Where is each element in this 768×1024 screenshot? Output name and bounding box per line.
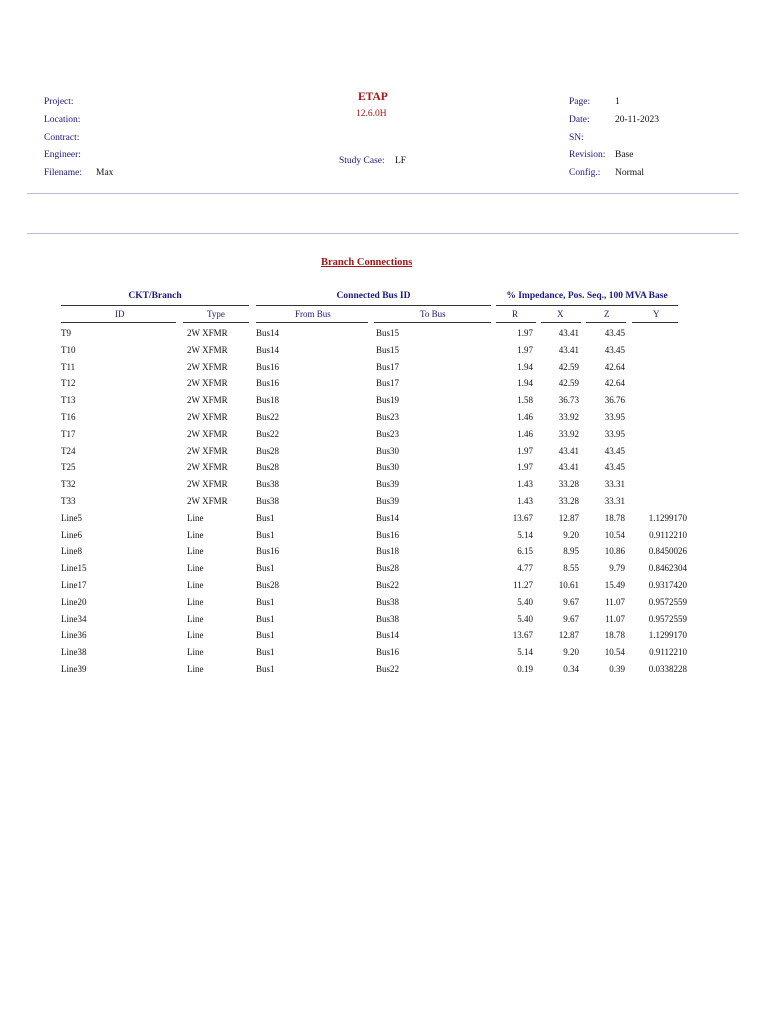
table-row: [61, 426, 687, 443]
cell-to: Bus16: [376, 529, 400, 540]
brand-title: ETAP: [358, 91, 388, 103]
cell-from: Bus1: [256, 613, 275, 624]
date-label: Date:: [569, 115, 590, 125]
cell-y: 0.9572559: [648, 596, 687, 607]
cell-from: Bus22: [256, 411, 280, 422]
cell-type: Line: [187, 630, 204, 641]
cell-x: 43.41: [558, 462, 579, 473]
table-row: [61, 543, 687, 560]
col-header-id: ID: [115, 309, 125, 319]
col-header-r: R: [512, 309, 519, 319]
cell-x: 42.59: [558, 378, 579, 389]
cell-y: [625, 359, 687, 376]
table-row: [61, 493, 687, 510]
cell-y: [625, 409, 687, 426]
revision-label: Revision:: [569, 150, 606, 160]
cell-type: Line: [187, 579, 204, 590]
cell-from: Bus1: [256, 647, 275, 658]
cell-r: 11.27: [513, 579, 533, 590]
cell-y: 0.9572559: [648, 613, 687, 624]
cell-y: [625, 493, 687, 510]
section-divider: [27, 233, 739, 234]
cell-to: Bus38: [376, 613, 400, 624]
cell-x: 0.34: [563, 663, 579, 674]
cell-id: T17: [61, 428, 76, 439]
cell-to: Bus38: [376, 596, 400, 607]
cell-r: 1.97: [517, 344, 533, 355]
group-ckt-branch: CKT/Branch: [128, 291, 182, 301]
cell-from: Bus16: [256, 378, 280, 389]
col-to-underline: [374, 322, 491, 323]
cell-to: Bus15: [376, 344, 400, 355]
col-header-y: Y: [653, 309, 660, 319]
cell-r: 1.97: [517, 328, 533, 338]
col-header-type: Type: [207, 309, 225, 319]
cell-from: Bus28: [256, 462, 280, 473]
cell-x: 43.41: [558, 344, 579, 355]
table-row: [61, 644, 687, 661]
cell-y: 1.1299170: [648, 512, 687, 523]
cell-id: Line5: [61, 512, 82, 523]
cell-z: 33.31: [604, 495, 625, 506]
cell-from: Bus28: [256, 445, 280, 456]
cell-to: Bus22: [376, 579, 400, 590]
table-row: [61, 459, 687, 476]
cell-to: Bus22: [376, 663, 400, 674]
cell-z: 33.95: [604, 411, 625, 422]
cell-r: 1.46: [517, 411, 533, 422]
col-y-underline: [632, 322, 678, 323]
cell-y: [625, 443, 687, 460]
cell-r: 1.94: [517, 378, 533, 389]
cell-from: Bus1: [256, 596, 275, 607]
cell-type: Line: [187, 647, 204, 658]
cell-x: 33.28: [558, 479, 579, 490]
cell-type: Line: [187, 596, 204, 607]
group-ckt-underline: [61, 305, 249, 306]
cell-x: 8.55: [563, 563, 579, 574]
cell-from: Bus14: [256, 344, 280, 355]
cell-r: 1.46: [517, 428, 533, 439]
table-row: [61, 594, 687, 611]
cell-z: 11.07: [605, 613, 625, 624]
cell-to: Bus28: [376, 563, 400, 574]
cell-from: Bus38: [256, 495, 280, 506]
cell-to: Bus14: [376, 630, 400, 641]
cell-to: Bus23: [376, 411, 400, 422]
cell-from: Bus1: [256, 563, 275, 574]
filename-value: Max: [96, 168, 114, 178]
group-imp-underline: [496, 305, 678, 306]
cell-y: 0.9112210: [649, 529, 687, 540]
cell-z: 43.45: [604, 328, 625, 338]
cell-y: [625, 325, 687, 342]
config-label: Config.:: [569, 168, 601, 178]
cell-z: 36.76: [604, 395, 625, 406]
cell-to: Bus15: [376, 328, 400, 338]
cell-id: Line6: [61, 529, 82, 540]
study-case-label: Study Case:: [339, 156, 385, 166]
cell-id: T33: [61, 495, 76, 506]
cell-r: 5.40: [517, 596, 533, 607]
cell-x: 36.73: [558, 395, 579, 406]
cell-type: 2W XFMR: [187, 479, 228, 490]
cell-y: [625, 426, 687, 443]
cell-id: T13: [61, 395, 76, 406]
cell-y: 0.0338228: [648, 663, 687, 674]
date-value: 20-11-2023: [615, 115, 659, 125]
location-label: Location:: [44, 115, 81, 125]
cell-type: Line: [187, 613, 204, 624]
study-case-value: LF: [395, 156, 407, 166]
cell-type: Line: [187, 529, 204, 540]
cell-x: 12.87: [558, 512, 579, 523]
cell-from: Bus1: [256, 630, 275, 641]
cell-r: 6.15: [517, 546, 533, 557]
cell-r: 5.40: [517, 613, 533, 624]
cell-from: Bus16: [256, 361, 280, 372]
cell-type: 2W XFMR: [187, 462, 228, 473]
cell-y: 0.9317420: [648, 579, 687, 590]
contract-label: Contract:: [44, 133, 80, 143]
cell-id: Line34: [61, 613, 87, 624]
cell-id: Line15: [61, 563, 87, 574]
cell-r: 5.14: [517, 529, 533, 540]
cell-id: T12: [61, 378, 76, 389]
cell-type: 2W XFMR: [187, 428, 228, 439]
cell-y: [625, 392, 687, 409]
cell-r: 1.94: [517, 361, 533, 372]
header-divider: [27, 193, 739, 194]
cell-from: Bus16: [256, 546, 280, 557]
page-value: 1: [615, 97, 620, 107]
cell-from: Bus1: [256, 512, 275, 523]
group-bus-underline: [256, 305, 491, 306]
cell-x: 9.67: [563, 596, 579, 607]
cell-z: 33.31: [604, 479, 625, 490]
col-header-from-bus: From Bus: [295, 309, 331, 319]
col-type-underline: [183, 322, 249, 323]
cell-type: 2W XFMR: [187, 395, 228, 406]
cell-z: 0.39: [609, 663, 625, 674]
table-row: [61, 476, 687, 493]
table-row: [61, 409, 687, 426]
cell-from: Bus14: [256, 328, 280, 338]
page-label: Page:: [569, 97, 591, 107]
cell-z: 43.45: [604, 344, 625, 355]
cell-to: Bus14: [376, 512, 400, 523]
cell-from: Bus1: [256, 663, 275, 674]
col-from-underline: [256, 322, 368, 323]
table-row: [61, 560, 687, 577]
cell-type: 2W XFMR: [187, 445, 228, 456]
cell-type: 2W XFMR: [187, 328, 228, 338]
cell-r: 13.67: [512, 630, 533, 641]
cell-z: 42.64: [604, 378, 625, 389]
cell-r: 4.77: [517, 563, 533, 574]
cell-z: 9.79: [609, 563, 625, 574]
cell-type: Line: [187, 512, 204, 523]
cell-id: Line8: [61, 546, 82, 557]
col-x-underline: [541, 322, 581, 323]
cell-r: 1.97: [517, 445, 533, 456]
cell-type: Line: [187, 663, 204, 674]
cell-type: Line: [187, 563, 204, 574]
cell-id: T16: [61, 411, 76, 422]
table-row: [61, 577, 687, 594]
cell-z: 18.78: [604, 512, 625, 523]
cell-z: 42.64: [604, 361, 625, 372]
cell-from: Bus1: [256, 529, 275, 540]
cell-to: Bus19: [376, 395, 400, 406]
project-label: Project:: [44, 97, 74, 107]
cell-id: T24: [61, 445, 76, 456]
group-impedance: % Impedance, Pos. Seq., 100 MVA Base: [506, 291, 668, 301]
cell-id: T25: [61, 462, 76, 473]
cell-y: 0.8462304: [648, 563, 687, 574]
col-header-to-bus: To Bus: [420, 309, 446, 319]
cell-z: 43.45: [604, 462, 625, 473]
cell-z: 18.78: [604, 630, 625, 641]
section-title: Branch Connections: [321, 257, 413, 268]
cell-r: 1.58: [517, 395, 533, 406]
cell-y: 0.9112210: [649, 647, 687, 658]
cell-to: Bus17: [376, 378, 400, 389]
cell-id: T10: [61, 344, 76, 355]
cell-y: [625, 459, 687, 476]
cell-from: Bus18: [256, 395, 280, 406]
cell-from: Bus22: [256, 428, 280, 439]
group-connected-bus: Connected Bus ID: [336, 291, 411, 301]
cell-r: 5.14: [517, 647, 533, 658]
cell-r: 13.67: [512, 512, 533, 523]
table-row: [61, 375, 687, 392]
col-header-z: Z: [604, 309, 610, 319]
cell-x: 9.20: [563, 529, 579, 540]
cell-to: Bus30: [376, 462, 400, 473]
cell-to: Bus18: [376, 546, 400, 557]
filename-label: Filename:: [44, 168, 82, 178]
cell-z: 33.95: [604, 428, 625, 439]
cell-z: 15.49: [604, 579, 625, 590]
revision-value: Base: [615, 150, 634, 160]
cell-type: 2W XFMR: [187, 378, 228, 389]
cell-x: 9.20: [563, 647, 579, 658]
cell-x: 9.67: [563, 613, 579, 624]
col-header-x: X: [557, 309, 564, 319]
col-z-underline: [586, 322, 626, 323]
table-row: [61, 443, 687, 460]
cell-from: Bus38: [256, 479, 280, 490]
cell-y: [625, 342, 687, 359]
cell-r: 1.43: [517, 495, 533, 506]
cell-x: 33.28: [558, 495, 579, 506]
sn-label: SN:: [569, 133, 584, 143]
cell-from: Bus28: [256, 579, 280, 590]
cell-z: 10.54: [604, 529, 625, 540]
cell-y: 0.8450026: [648, 546, 687, 557]
cell-x: 33.92: [558, 411, 579, 422]
table-row: [61, 661, 687, 678]
cell-to: Bus17: [376, 361, 400, 372]
config-value: Normal: [615, 168, 645, 178]
cell-id: Line20: [61, 596, 87, 607]
cell-z: 10.86: [604, 546, 625, 557]
cell-z: 11.07: [605, 596, 625, 607]
cell-id: T11: [61, 361, 76, 372]
cell-type: 2W XFMR: [187, 361, 228, 372]
cell-to: Bus39: [376, 495, 400, 506]
cell-x: 42.59: [558, 361, 579, 372]
table-row: [61, 527, 687, 544]
cell-r: 1.43: [517, 479, 533, 490]
cell-id: T9: [61, 328, 71, 338]
cell-type: 2W XFMR: [187, 495, 228, 506]
cell-id: Line39: [61, 663, 87, 674]
engineer-label: Engineer:: [44, 150, 81, 160]
table-row: [61, 392, 687, 409]
version-text: 12.6.0H: [356, 109, 387, 119]
table-row: [61, 510, 687, 527]
cell-type: Line: [187, 546, 204, 557]
cell-z: 43.45: [604, 445, 625, 456]
col-r-underline: [496, 322, 536, 323]
cell-id: Line36: [61, 630, 87, 641]
cell-type: 2W XFMR: [187, 344, 228, 355]
cell-x: 33.92: [558, 428, 579, 439]
cell-to: Bus39: [376, 479, 400, 490]
cell-x: 43.41: [558, 328, 579, 338]
cell-r: 0.19: [517, 663, 533, 674]
table-row: [61, 359, 687, 376]
cell-z: 10.54: [604, 647, 625, 658]
branch-connections-table: [61, 325, 687, 678]
cell-y: [625, 476, 687, 493]
table-row: [61, 342, 687, 359]
table-row: [61, 627, 687, 644]
cell-x: 43.41: [558, 445, 579, 456]
cell-y: [625, 375, 687, 392]
cell-to: Bus23: [376, 428, 400, 439]
table-row: [61, 611, 687, 628]
cell-y: 1.1299170: [648, 630, 687, 641]
cell-id: Line17: [61, 579, 87, 590]
cell-x: 8.95: [563, 546, 579, 557]
cell-x: 10.61: [558, 579, 579, 590]
cell-id: T32: [61, 479, 76, 490]
table-row: [61, 325, 687, 342]
cell-r: 1.97: [517, 462, 533, 473]
cell-type: 2W XFMR: [187, 411, 228, 422]
cell-to: Bus30: [376, 445, 400, 456]
cell-x: 12.87: [558, 630, 579, 641]
col-id-underline: [61, 322, 176, 323]
cell-to: Bus16: [376, 647, 400, 658]
cell-id: Line38: [61, 647, 87, 658]
